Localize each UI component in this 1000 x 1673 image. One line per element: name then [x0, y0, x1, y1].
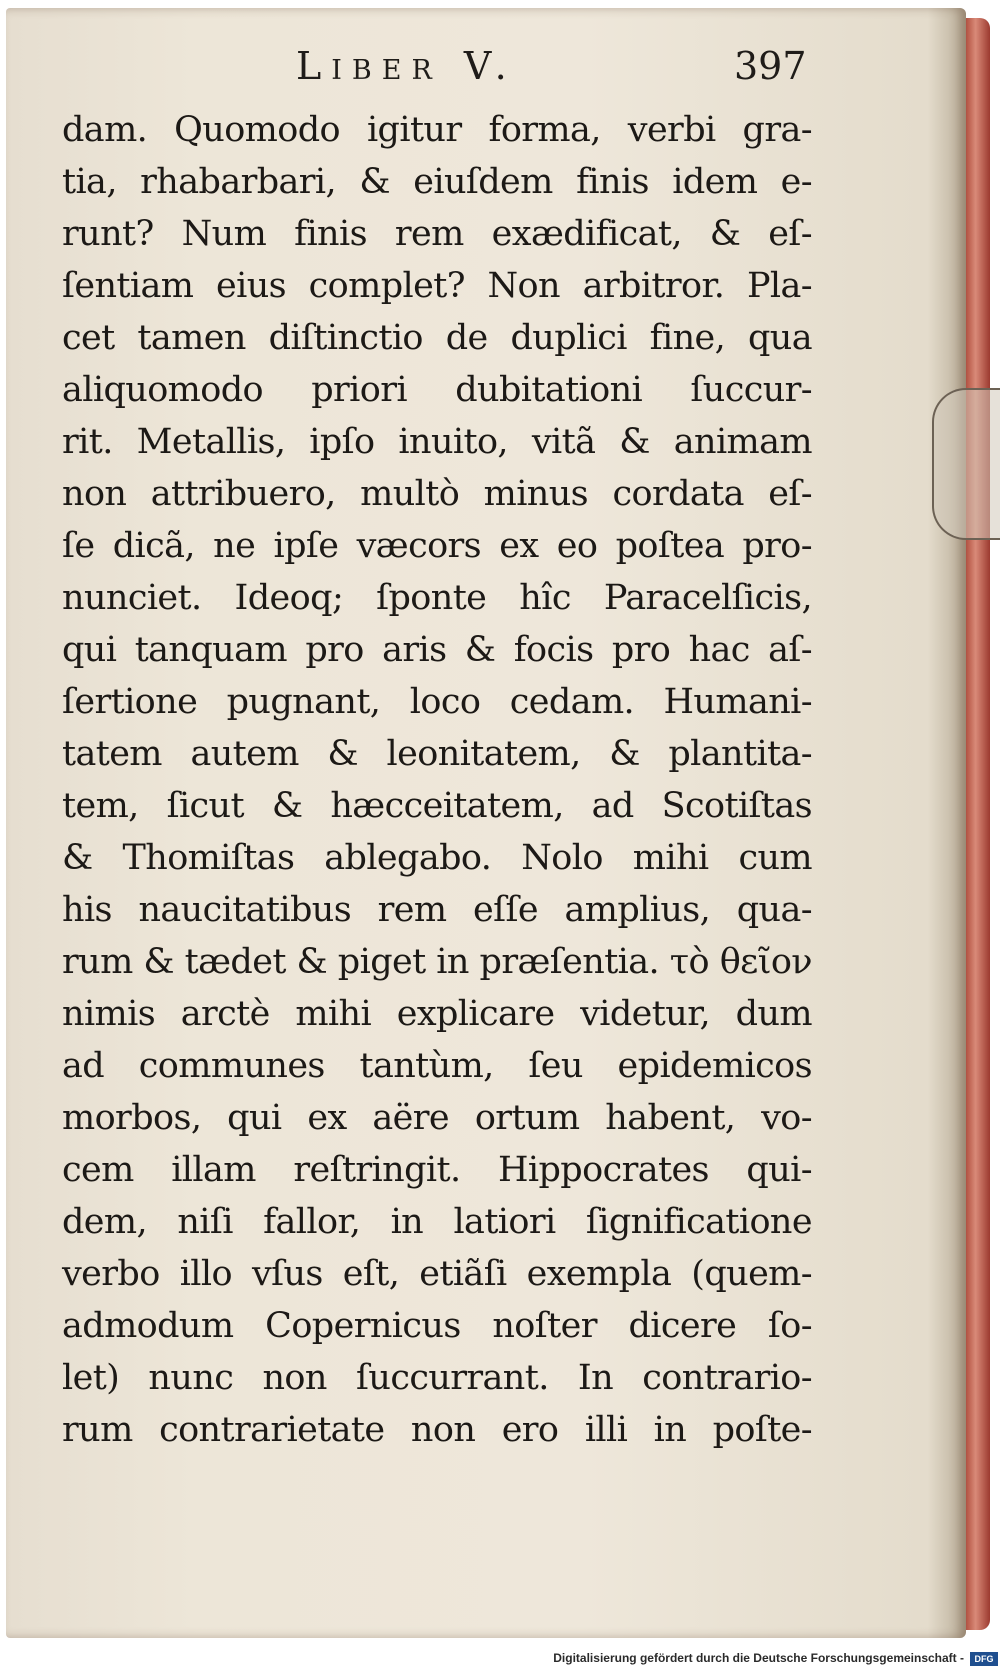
text-line: let) nunc non ſuccurrant. In contrario- [62, 1358, 812, 1398]
text-line: morbos, qui ex aëre ortum habent, vo- [62, 1098, 812, 1138]
text-line: tia, rhabarbari, & eiuſdem finis idem e- [62, 162, 812, 202]
text-line: runt? Num finis rem exædificat, & eſ- [62, 214, 812, 254]
text-line: admodum Copernicus noſter dicere ſo- [62, 1306, 812, 1346]
text-line: cet tamen diſtinctio de duplici fine, qua [62, 318, 812, 358]
text-line: ſe dicã, ne ipſe væcors ex eo poſtea pro- [62, 526, 812, 566]
text-line: cem illam reſtringit. Hippocrates qui- [62, 1150, 812, 1190]
text-line: ad communes tantùm, ſeu epidemicos [62, 1046, 812, 1086]
page-clip [932, 388, 1000, 540]
text-line: qui tanquam pro aris & focis pro hac aſ- [62, 630, 812, 670]
running-head [6, 44, 966, 104]
text-line: rum contrarietate non ero illi in poſte- [62, 1410, 812, 1450]
text-line: non attribuero, multò minus cordata eſ- [62, 474, 812, 514]
dfg-logo: DFG [970, 1652, 998, 1666]
digitization-footer [0, 1648, 1000, 1673]
text-line: his naucitatibus rem eſſe amplius, qua- [62, 890, 812, 930]
text-line: dam. Quomodo igitur forma, verbi gra- [62, 110, 812, 150]
text-line: nunciet. Ideoq; ſponte hîc Paracelſicis, [62, 578, 812, 618]
text-line: tatem autem & leonitatem, & plantita- [62, 734, 812, 774]
body-text [62, 104, 812, 1456]
book-page [6, 8, 966, 1638]
text-line: ſertione pugnant, loco cedam. Humani- [62, 682, 812, 722]
text-line: rit. Metallis, ipſo inuito, vitã & animam [62, 422, 812, 462]
text-line: nimis arctè mihi explicare videtur, dum [62, 994, 812, 1034]
running-head-title: Liber V. [296, 44, 517, 88]
digitization-note: Digitalisierung gefördert durch die Deutsche Forschungsgemeinschaft - [553, 1651, 964, 1665]
text-line: ſentiam eius complet? Non arbitror. Pla- [62, 266, 812, 306]
text-line: verbo illo vſus eſt, etiãſi exempla (quem- [62, 1254, 812, 1294]
text-line: aliquomodo priori dubitationi ſuccur- [62, 370, 812, 410]
text-line: tem, ſicut & hæcceitatem, ad Scotiſtas [62, 786, 812, 826]
page-number: 397 [734, 44, 807, 88]
text-line: & Thomiſtas ablegabo. Nolo mihi cum [62, 838, 812, 878]
text-line: rum & tædet & piget in præſentia. τὸ θεῖον [62, 942, 812, 982]
text-line: dem, niſi fallor, in latiori ſignificatione [62, 1202, 812, 1242]
